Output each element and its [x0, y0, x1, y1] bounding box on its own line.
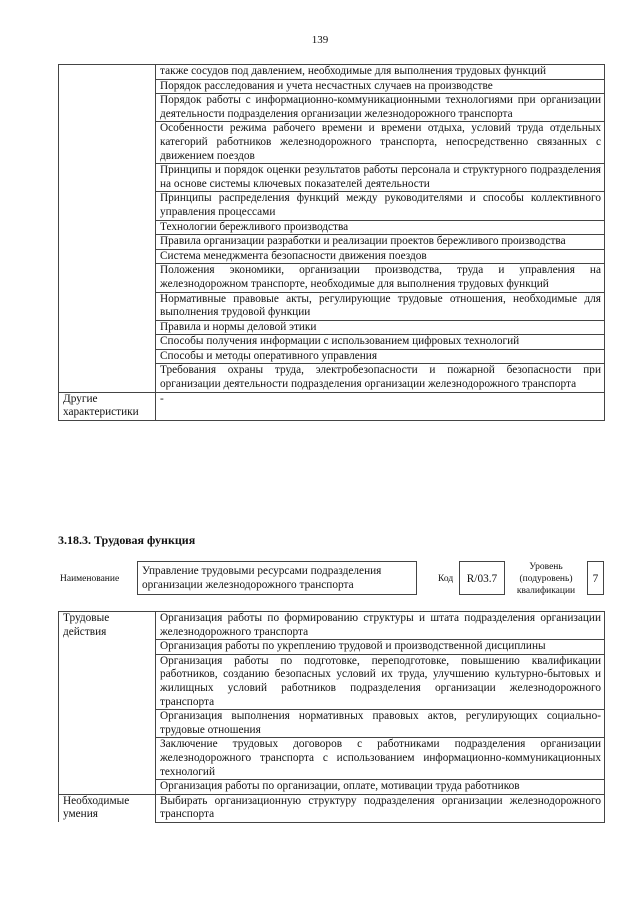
- labor-action-item: Организация работы по подготовке, переподготовке, повышению квалификации работников, созданию безопасных условий их труда, улучшению культурно-бытовых и жилищных условий работников подразделения организации железнодорожного транспорта: [156, 654, 605, 709]
- other-characteristics-label: Другие характеристики: [59, 392, 156, 420]
- knowledge-item: Технологии бережливого производства: [156, 220, 605, 235]
- labor-action-item: Заключение трудовых договоров с работниками подразделения организации железнодорожного транспорта с использованием информационно-коммуникационных технологий: [156, 738, 605, 780]
- code-label: Код: [438, 574, 454, 584]
- labor-action-item: Организация работы по формированию структуры и штата подразделения организации железнодорожного транспорта: [156, 612, 605, 640]
- knowledge-item: Способы получения информации с использованием цифровых технологий: [156, 335, 605, 350]
- knowledge-item: Способы и методы оперативного управления: [156, 349, 605, 364]
- level-value: 7: [587, 561, 604, 595]
- knowledge-table: [58, 64, 605, 421]
- knowledge-label: [59, 65, 156, 393]
- table-row: [59, 392, 605, 420]
- name-label: Наименование: [60, 574, 120, 584]
- table-row: [59, 612, 605, 640]
- knowledge-item: Положения экономики, организации производства, труда и управления на железнодорожном транспорте, необходимые для выполнения трудовых функций: [156, 264, 605, 292]
- knowledge-item: Система менеджмента безопасности движения поездов: [156, 249, 605, 264]
- knowledge-item: Принципы распределения функций между руководителями и способы коллективного управления процессами: [156, 192, 605, 220]
- knowledge-item: Требования охраны труда, электробезопасности и пожарной безопасности при организации деятельности подразделения организации железнодорожного транспорта: [156, 364, 605, 392]
- knowledge-item: Правила и нормы деловой этики: [156, 320, 605, 335]
- section-heading: 3.18.3. Трудовая функция: [58, 533, 196, 547]
- knowledge-item: Правила организации разработки и реализации проектов бережливого производства: [156, 235, 605, 250]
- knowledge-item: Порядок работы с информационно-коммуникационными технологиями при организации деятельности подразделения организации железнодорожного транспорта: [156, 94, 605, 122]
- function-header: [58, 561, 604, 599]
- skill-item: Выбирать организационную структуру подразделения организации железнодорожного транспорта: [156, 794, 605, 822]
- table-row: [59, 794, 605, 822]
- labor-actions-table: [58, 611, 605, 823]
- knowledge-item: Особенности режима рабочего времени и времени отдыха, условий труда отдельных категорий работников железнодорожного транспорта, непосредственно связанных с движением поездов: [156, 122, 605, 164]
- knowledge-item: Порядок расследования и учета несчастных случаев на производстве: [156, 79, 605, 94]
- labor-action-item: Организация работы по укреплению трудовой и производственной дисциплины: [156, 640, 605, 655]
- skills-label: Необходимые умения: [59, 794, 156, 822]
- level-label: Уровень (подуровень) квалификации: [516, 562, 576, 596]
- other-characteristics-value: -: [156, 392, 605, 420]
- knowledge-item: Принципы и порядок оценки результатов работы персонала и структурного подразделения на основе системы ключевых показателей деятельности: [156, 164, 605, 192]
- function-name: Управление трудовыми ресурсами подразделения организации железнодорожного транспорта: [137, 561, 417, 595]
- page-number: 139: [311, 34, 329, 46]
- labor-action-item: Организация выполнения нормативных правовых актов, регулирующих социально-трудовые отношения: [156, 710, 605, 738]
- function-code: R/03.7: [459, 561, 505, 595]
- table-row: [59, 65, 605, 80]
- knowledge-item: Нормативные правовые акты, регулирующие трудовые отношения, необходимые для выполнения трудовой функции: [156, 292, 605, 320]
- labor-actions-label: Трудовые действия: [59, 612, 156, 795]
- labor-action-item: Организация работы по организации, оплате, мотивации труда работников: [156, 780, 605, 795]
- knowledge-item: также сосудов под давлением, необходимые для выполнения трудовых функций: [156, 65, 605, 80]
